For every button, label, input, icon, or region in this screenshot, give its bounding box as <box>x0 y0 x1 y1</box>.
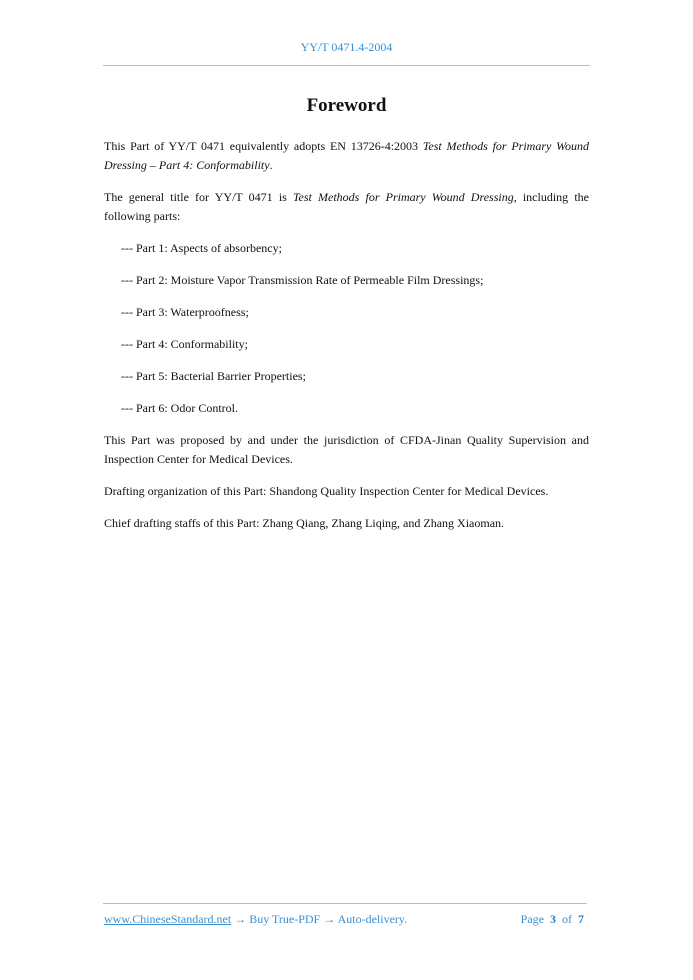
adopted-standard-title: Test Methods for Primary Wound Dressing – Part 4: Conformability <box>104 139 589 172</box>
general-title-suffix: , including the following parts: <box>104 190 589 223</box>
page-header <box>103 40 590 55</box>
page-label: Page <box>520 912 544 926</box>
arrow-right-icon: → <box>231 912 250 926</box>
part-list-item: --- Part 6: Odor Control. <box>121 401 238 415</box>
jurisdiction-paragraph: This Part was proposed by and under the jurisdiction of CFDA-Jinan Quality Supervision and Inspection Center for Medical Devices. <box>104 433 589 466</box>
adoption-paragraph <box>104 137 589 175</box>
foreword-body <box>104 137 589 546</box>
general-title-paragraph <box>104 188 589 226</box>
part-list-item: --- Part 2: Moisture Vapor Transmission Rate of Permeable Film Dressings; <box>121 273 484 287</box>
adoption-text: This Part of YY/T 0471 equivalently adopts EN 13726-4:2003 <box>104 139 423 153</box>
drafting-organization-paragraph: Drafting organization of this Part: Shandong Quality Inspection Center for Medical Devices. <box>104 484 549 498</box>
of-label: of <box>562 912 572 926</box>
arrow-right-icon: → <box>320 912 338 926</box>
document-id: YY/T 0471.4-2004 <box>300 40 393 54</box>
part-list-item: --- Part 5: Bacterial Barrier Properties; <box>121 369 306 383</box>
page-number <box>521 912 584 927</box>
part-list-item: --- Part 1: Aspects of absorbency; <box>121 241 282 255</box>
part-list-item: --- Part 3: Waterproofness; <box>121 305 249 319</box>
drafting-staff-paragraph: Chief drafting staffs of this Part: Zhang Qiang, Zhang Liqing, and Zhang Xiaoman. <box>104 516 505 530</box>
current-page: 3 <box>550 912 556 926</box>
footer-divider <box>103 903 587 904</box>
part-list-item: --- Part 4: Conformability; <box>121 337 248 351</box>
page-title: Foreword <box>306 95 387 116</box>
auto-delivery-text: Auto-delivery. <box>337 912 408 926</box>
general-title-name: Test Methods for Primary Wound Dressing <box>292 190 514 204</box>
total-pages: 7 <box>578 912 584 926</box>
general-title-intro: The general title for YY/T 0471 is <box>104 190 293 204</box>
footer-promo <box>104 912 407 927</box>
website-link[interactable]: www.ChineseStandard.net <box>104 912 232 926</box>
adoption-period: . <box>269 158 273 172</box>
buy-pdf-text: Buy True-PDF <box>249 912 321 926</box>
header-divider <box>103 65 590 66</box>
